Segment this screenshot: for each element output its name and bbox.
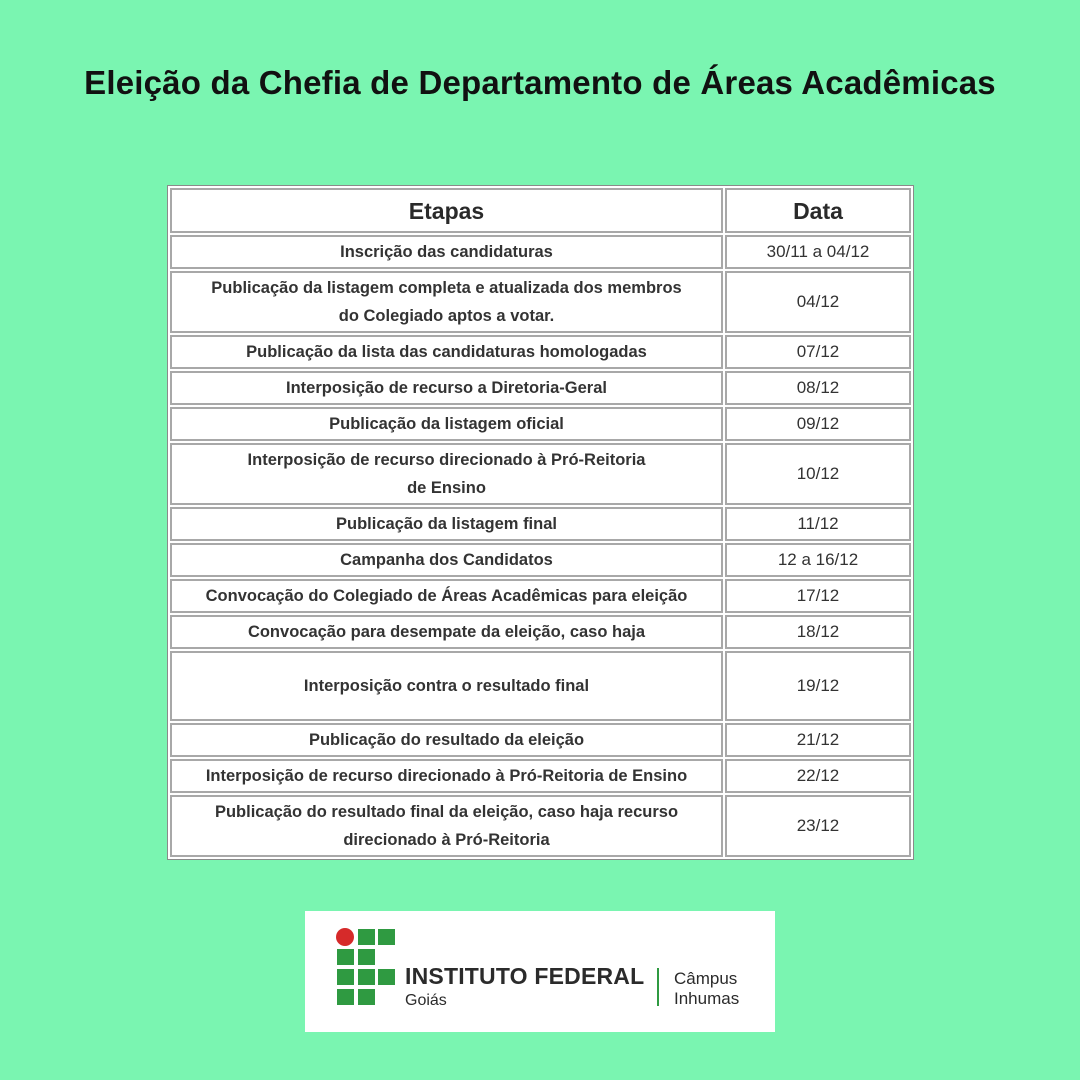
etapa-cell <box>170 335 723 369</box>
data-cell: 30/11 a 04/12 <box>725 235 911 269</box>
etapa-cell <box>170 543 723 577</box>
data-cell: 04/12 <box>725 271 911 333</box>
table-row <box>170 407 911 441</box>
etapa-cell <box>170 795 723 857</box>
logo-square-icon <box>378 929 395 945</box>
data-cell: 10/12 <box>725 443 911 505</box>
etapa-text: Inscrição das candidaturas <box>340 243 553 261</box>
etapa-cell <box>170 235 723 269</box>
etapa-cell <box>170 407 723 441</box>
data-cell: 09/12 <box>725 407 911 441</box>
table-row <box>170 615 911 649</box>
etapa-text: Interposição de recurso direcionado à Pró-Reitoria <box>247 451 646 469</box>
etapa-text: Interposição de recurso direcionado à Pró-Reitoria de Ensino <box>205 767 688 785</box>
etapa-cell <box>170 371 723 405</box>
table-row <box>170 271 911 333</box>
campus-line-2: Inhumas <box>674 989 740 1008</box>
table-row <box>170 543 911 577</box>
logo-square-icon <box>337 949 354 965</box>
etapa-text: Publicação do resultado da eleição <box>308 731 585 749</box>
table-row <box>170 759 911 793</box>
etapa-text: Convocação para desempate da eleição, caso haja <box>247 623 646 641</box>
logo-square-icon <box>337 969 354 985</box>
etapa-cell <box>170 579 723 613</box>
logo-square-icon <box>378 969 395 985</box>
etapa-cell <box>170 443 723 505</box>
logo-red-dot-icon <box>336 928 354 946</box>
etapa-cell <box>170 615 723 649</box>
table-row <box>170 579 911 613</box>
etapa-cell <box>170 723 723 757</box>
etapa-text: Publicação do resultado final da eleição, caso haja recurso <box>214 803 679 821</box>
etapa-text: Publicação da listagem completa e atualizada dos membros <box>211 279 682 297</box>
table-row <box>170 507 911 541</box>
data-cell: 12 a 16/12 <box>725 543 911 577</box>
table-row <box>170 235 911 269</box>
logo-divider <box>657 968 659 1006</box>
logo-square-icon <box>358 929 375 945</box>
etapa-text: Publicação da listagem final <box>336 515 557 533</box>
etapa-cell <box>170 271 723 333</box>
table-row <box>170 371 911 405</box>
etapa-text: do Colegiado aptos a votar. <box>338 307 555 325</box>
page-title: Eleição da Chefia de Departamento de Áreas Acadêmicas <box>84 64 996 101</box>
header-data: Data <box>725 188 911 233</box>
data-cell: 17/12 <box>725 579 911 613</box>
table-row <box>170 335 911 369</box>
etapa-cell <box>170 507 723 541</box>
etapa-text: Publicação da lista das candidaturas homologadas <box>246 343 647 361</box>
etapa-text: Interposição contra o resultado final <box>303 677 590 695</box>
data-cell: 23/12 <box>725 795 911 857</box>
etapa-cell <box>170 759 723 793</box>
data-cell: 07/12 <box>725 335 911 369</box>
data-cell: 08/12 <box>725 371 911 405</box>
etapa-text: de Ensino <box>407 479 486 497</box>
header-etapas: Etapas <box>170 188 723 233</box>
schedule-table <box>167 185 914 860</box>
data-cell: 18/12 <box>725 615 911 649</box>
logo-square-icon <box>358 949 375 965</box>
institution-state: Goiás <box>405 992 447 1009</box>
etapa-text: Publicação da listagem oficial <box>329 415 564 433</box>
logo-square-icon <box>358 989 375 1005</box>
campus-line-1: Câmpus <box>674 969 738 988</box>
table-row <box>170 723 911 757</box>
logo-square-icon <box>337 989 354 1005</box>
table-row <box>170 795 911 857</box>
data-cell: 21/12 <box>725 723 911 757</box>
etapa-text: Campanha dos Candidatos <box>340 551 553 569</box>
table-header-row <box>170 188 911 233</box>
etapa-text: direcionado à Pró-Reitoria <box>343 831 550 849</box>
table-row <box>170 443 911 505</box>
etapa-text: Convocação do Colegiado de Áreas Acadêmicas para eleição <box>205 587 688 605</box>
data-cell: 19/12 <box>725 651 911 721</box>
data-cell: 22/12 <box>725 759 911 793</box>
table-row <box>170 651 911 721</box>
data-cell: 11/12 <box>725 507 911 541</box>
etapa-cell <box>170 651 723 721</box>
institution-name: INSTITUTO FEDERAL <box>405 963 645 989</box>
logo-square-icon <box>358 969 375 985</box>
campus-name <box>674 969 739 1009</box>
etapa-text: Interposição de recurso a Diretoria-Geral <box>286 379 607 397</box>
instituto-federal-logo <box>305 911 775 1032</box>
